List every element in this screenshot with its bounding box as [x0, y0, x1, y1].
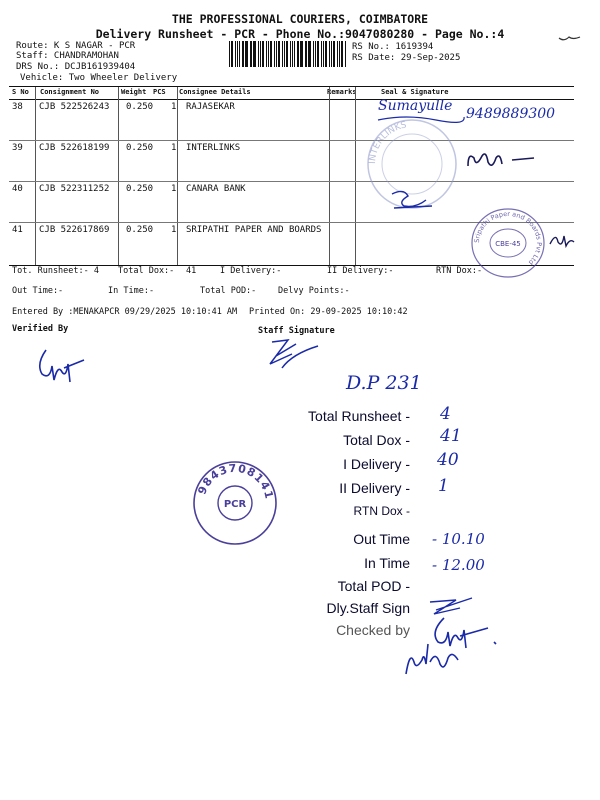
row-weight: 0.250: [126, 184, 154, 194]
total-runsheet: Tot. Runsheet:- 4: [12, 266, 99, 276]
in-time-label: In Time:-: [108, 286, 155, 296]
row-pcs: 1: [171, 102, 177, 112]
row-pcs: 1: [171, 225, 177, 235]
rtn-dox-label: RTN Dox:-: [436, 266, 483, 276]
summary-label: Out Time: [353, 531, 410, 547]
staff-label: Staff: CHANDRAMOHAN: [16, 51, 119, 61]
header-seal: Seal & Signature: [381, 88, 449, 96]
staff-handwritten-signature: [262, 334, 322, 374]
row1-handwritten-signature: Sumayulle: [378, 98, 453, 114]
row-sno: 41: [12, 225, 23, 235]
bottom-signature: [400, 640, 470, 680]
row-sno: 40: [12, 184, 23, 194]
summary-label: Total Dox -: [343, 432, 410, 448]
svg-text:PCR: PCR: [223, 499, 247, 510]
out-time-label: Out Time:-: [12, 286, 64, 296]
summary-label: Dly.Staff Sign: [326, 600, 410, 616]
row1-handwritten-phone: 9489889300: [466, 106, 556, 122]
barcode: [229, 41, 347, 67]
vehicle-label: Vehicle: Two Wheeler Delivery: [20, 73, 178, 83]
corner-scribble: [558, 34, 582, 44]
row-pcs: 1: [171, 184, 177, 194]
company-title: THE PROFESSIONAL COURIERS, COIMBATORE: [171, 12, 429, 26]
entered-by: Entered By :MENAKAPCR 09/29/2025 10:10:41 AM: [12, 307, 238, 317]
summary-label: I Delivery -: [343, 456, 410, 472]
summary-value: 4: [440, 404, 451, 424]
header-remarks: Remarks: [327, 88, 357, 96]
row4-signature: [548, 228, 578, 250]
summary-value: 41: [440, 426, 462, 446]
runsheet-subtitle: Delivery Runsheet - PCR - Phone No.:9047080280 - Page No.:4: [95, 27, 505, 41]
verified-signature: [34, 344, 88, 384]
summary-label: Total POD -: [337, 578, 410, 594]
summary-label: II Delivery -: [339, 480, 410, 496]
svg-text:CBE-45: CBE-45: [495, 240, 521, 248]
row-consignee: SRIPATHI PAPER AND BOARDS: [186, 225, 322, 235]
summary-label: RTN Dox -: [353, 504, 410, 518]
summary-value: 40: [437, 450, 459, 470]
summary-value: 1: [438, 476, 449, 496]
table-header: [9, 87, 574, 100]
row-weight: 0.250: [126, 102, 154, 112]
header-weight: Weight: [121, 88, 147, 96]
header-pcs: PCS: [153, 88, 166, 96]
svg-text:INTERLINKS: INTERLINKS: [367, 120, 408, 165]
summary-value: - 12.00: [432, 556, 485, 574]
header-consignment: Consignment No: [40, 88, 100, 96]
row-consignment: CJB 522526243: [39, 102, 110, 112]
rs-number: RS No.: 1619394: [352, 42, 434, 52]
row-weight: 0.250: [126, 143, 154, 153]
row-consignment: CJB 522617869: [39, 225, 110, 235]
header-consignee: Consignee Details: [179, 88, 251, 96]
pcr-round-stamp: [190, 458, 280, 548]
row-consignee: RAJASEKAR: [186, 102, 235, 112]
row-consignee: CANARA BANK: [186, 184, 246, 194]
i-delivery-label: I Delivery:-: [220, 266, 282, 276]
header-sno: S No: [12, 88, 29, 96]
row2-signature: [462, 146, 542, 176]
total-dox-label: Total Dox:-: [118, 266, 175, 276]
route-label: Route: K S NAGAR - PCR: [16, 41, 136, 51]
row-consignee: INTERLINKS: [186, 143, 241, 153]
summary-label: Checked by: [336, 622, 410, 638]
total-dox-value: 41: [186, 266, 197, 276]
row3-signature: [386, 186, 446, 214]
svg-text:9843708141: 9843708141: [195, 461, 276, 501]
row-pcs: 1: [171, 143, 177, 153]
drs-number: DRS No.: DCJB161939404: [16, 62, 136, 72]
ii-delivery-label: II Delivery:-: [327, 266, 394, 276]
row-sno: 39: [12, 143, 23, 153]
svg-text:Sripathi Paper and Boards Pvt: Sripathi Paper and Boards Pvt Ltd: [472, 209, 544, 267]
staff-signature-label: Staff Signature: [258, 326, 335, 336]
summary-label: Total Runsheet -: [308, 408, 410, 424]
printed-on: Printed On: 29-09-2025 10:10:42: [249, 307, 408, 317]
total-pod-label: Total POD:-: [200, 286, 257, 296]
row-weight: 0.250: [126, 225, 154, 235]
verified-by-label: Verified By: [12, 324, 69, 334]
row-consignment: CJB 522311252: [39, 184, 110, 194]
row-sno: 38: [12, 102, 23, 112]
dp-code: D.P 231: [346, 372, 422, 394]
delvy-points-label: Delvy Points:-: [278, 286, 350, 296]
rs-date: RS Date: 29-Sep-2025: [352, 53, 461, 63]
summary-value: - 10.10: [432, 530, 485, 548]
row-consignment: CJB 522618199: [39, 143, 110, 153]
summary-label: In Time: [364, 555, 410, 571]
